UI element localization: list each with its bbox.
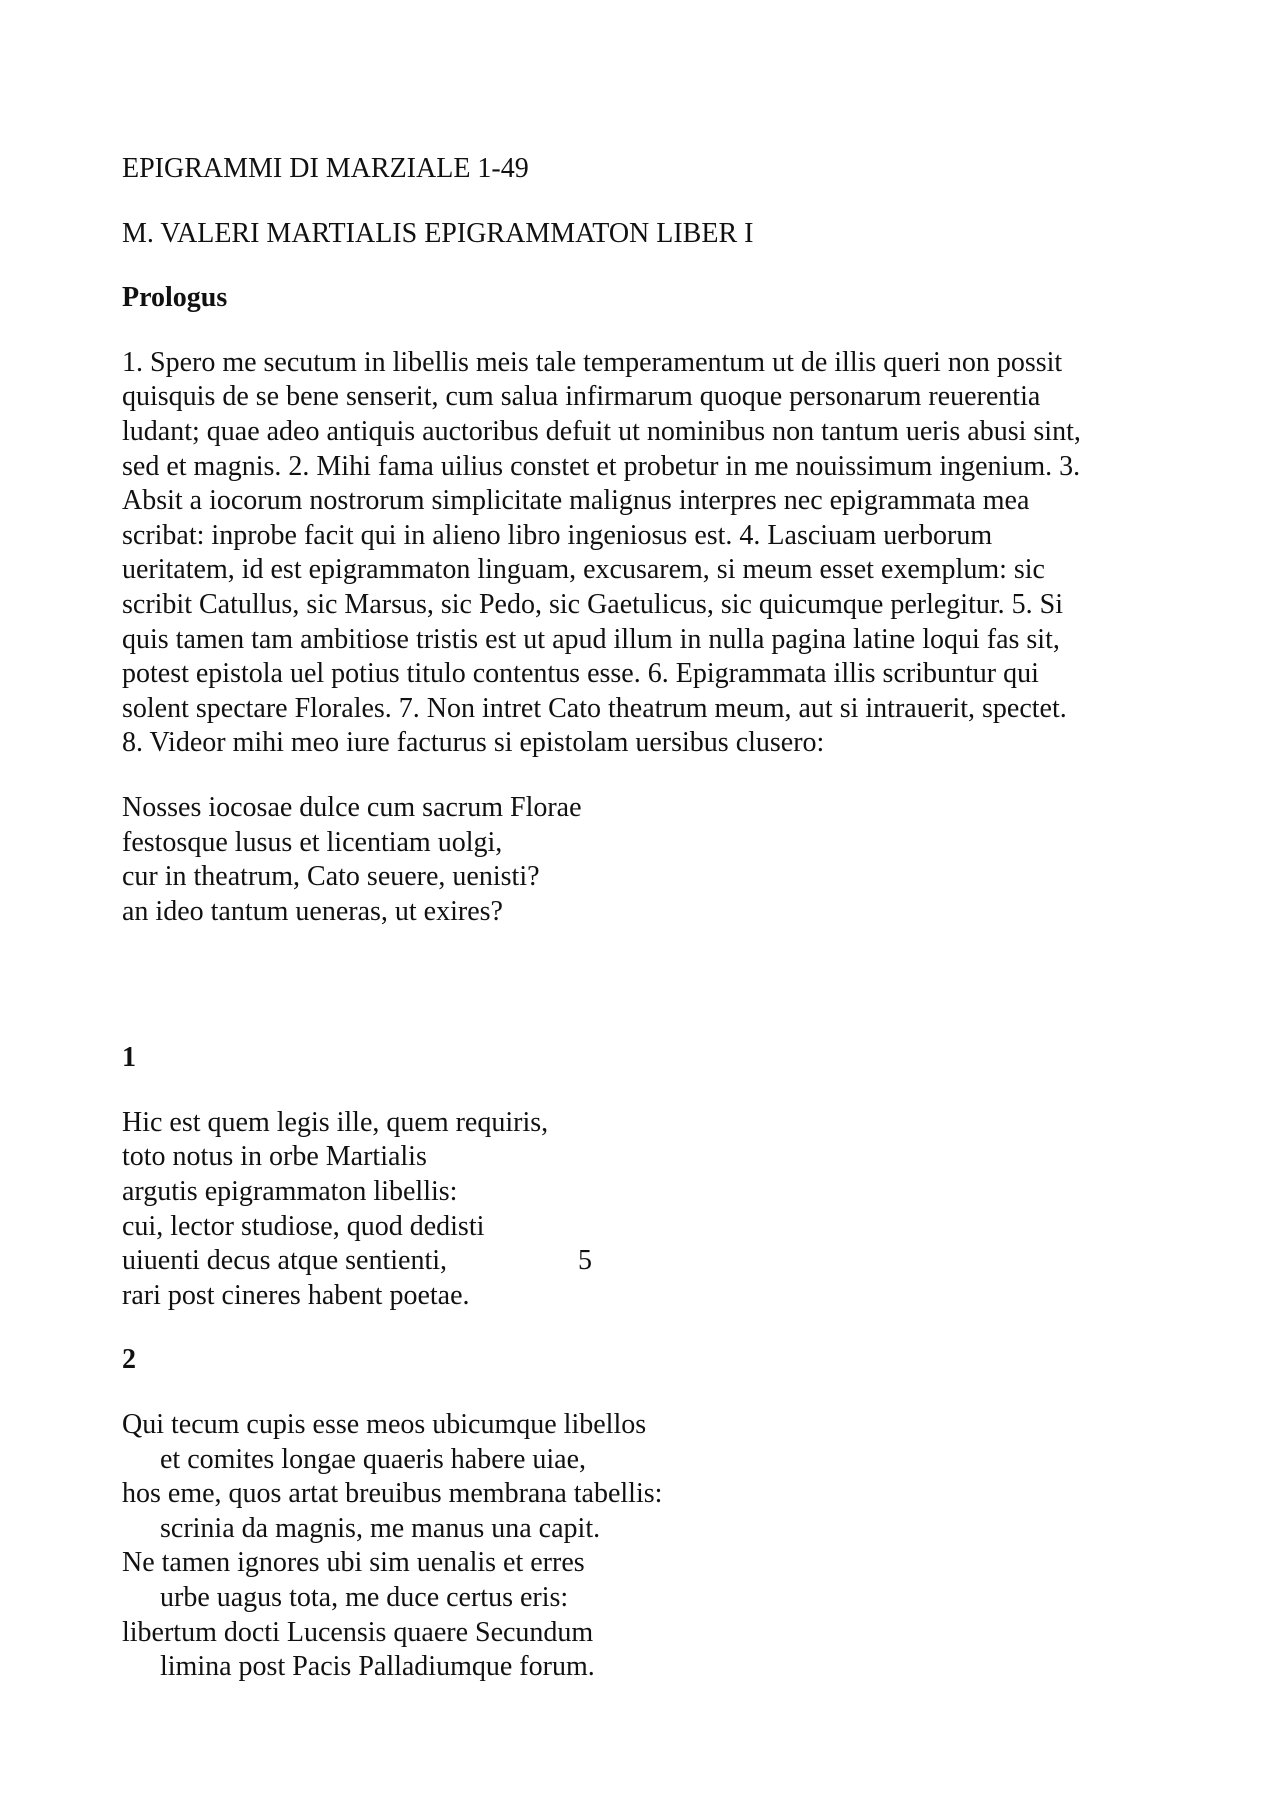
verse-line: Nosses iocosae dulce cum sacrum Florae	[122, 791, 582, 823]
prose-line: ueritatem, id est epigrammaton linguam, excusarem, si meum esset exemplum: sic	[122, 554, 1045, 586]
verse-line-indented: limina post Pacis Palladiumque forum.	[160, 1651, 595, 1683]
document-title: EPIGRAMMI DI MARZIALE 1-49	[122, 153, 529, 184]
prologue-prose	[122, 346, 1182, 761]
verse-line: rari post cineres habent poetae.	[122, 1279, 470, 1311]
verse-line: cui, lector studiose, quod dedisti	[122, 1210, 485, 1242]
verse-line: toto notus in orbe Martialis	[122, 1141, 427, 1173]
epigram-1	[122, 1106, 1182, 1314]
prose-line: scribit Catullus, sic Marsus, sic Pedo, sic Gaetulicus, sic quicumque perlegitur. 5. Si	[122, 588, 1063, 620]
prose-line: sed et magnis. 2. Mihi fama uilius constet et probetur in me nouissimum ingenium. 3.	[122, 450, 1081, 482]
prologue-verse	[122, 791, 1182, 929]
verse-line-indented: et comites longae quaeris habere uiae,	[160, 1443, 587, 1475]
verse-line: an ideo tantum ueneras, ut exires?	[122, 895, 503, 927]
verse-line: libertum docti Lucensis quaere Secundum	[122, 1616, 594, 1648]
prose-line: 8. Videor mihi meo iure facturus si epistolam uersibus clusero:	[122, 727, 825, 759]
book-title: M. VALERI MARTIALIS EPIGRAMMATON LIBER I	[122, 217, 754, 249]
epigram-2	[122, 1408, 1182, 1685]
verse-line: Qui tecum cupis esse meos ubicumque libellos	[122, 1409, 647, 1441]
epigram-2-number: 2	[122, 1344, 136, 1376]
prose-line: solent spectare Florales. 7. Non intret Cato theatrum meum, aut si intrauerit, spectet.	[122, 692, 1067, 724]
verse-line: argutis epigrammaton libellis:	[122, 1176, 458, 1208]
prose-line: scribat: inprobe facit qui in alieno libro ingeniosus est. 4. Lasciuam uerborum	[122, 519, 993, 551]
prose-line: quisquis de se bene senserit, cum salua infirmarum quoque personarum reuerentia	[122, 381, 1041, 413]
blank-space	[122, 959, 1182, 1041]
prose-line: quis tamen tam ambitiose tristis est ut apud illum in nulla pagina latine loqui fas sit,	[122, 623, 1060, 655]
prose-line: Absit a iocorum nostrorum simplicitate malignus interpres nec epigrammata mea	[122, 485, 1030, 517]
verse-line: Ne tamen ignores ubi sim uenalis et erres	[122, 1547, 585, 1579]
verse-line: festosque lusus et licentiam uolgi,	[122, 826, 503, 858]
verse-line: Hic est quem legis ille, quem requiris,	[122, 1106, 549, 1138]
prologue-heading: Prologus	[122, 282, 228, 314]
prose-line: 1. Spero me secutum in libellis meis tale temperamentum ut de illis queri non possit	[122, 346, 1063, 378]
verse-line-indented: urbe uagus tota, me duce certus eris:	[160, 1582, 569, 1613]
epigram-1-number: 1	[122, 1042, 136, 1074]
document-page	[122, 152, 1182, 1715]
verse-line: hos eme, quos artat breuibus membrana tabellis:	[122, 1478, 663, 1510]
verse-line-text: uiuenti decus atque sentienti,	[122, 1245, 448, 1277]
verse-line: cur in theatrum, Cato seuere, uenisti?	[122, 861, 540, 893]
verse-line-indented: scrinia da magnis, me manus una capit.	[160, 1512, 601, 1544]
prose-line: ludant; quae adeo antiquis auctoribus defuit ut nominibus non tantum ueris abusi sint,	[122, 415, 1081, 447]
prose-line: potest epistola uel potius titulo contentus esse. 6. Epigrammata illis scribuntur qui	[122, 658, 1039, 690]
line-number-marker: 5	[578, 1245, 592, 1277]
verse-line-with-number	[122, 1244, 1182, 1279]
